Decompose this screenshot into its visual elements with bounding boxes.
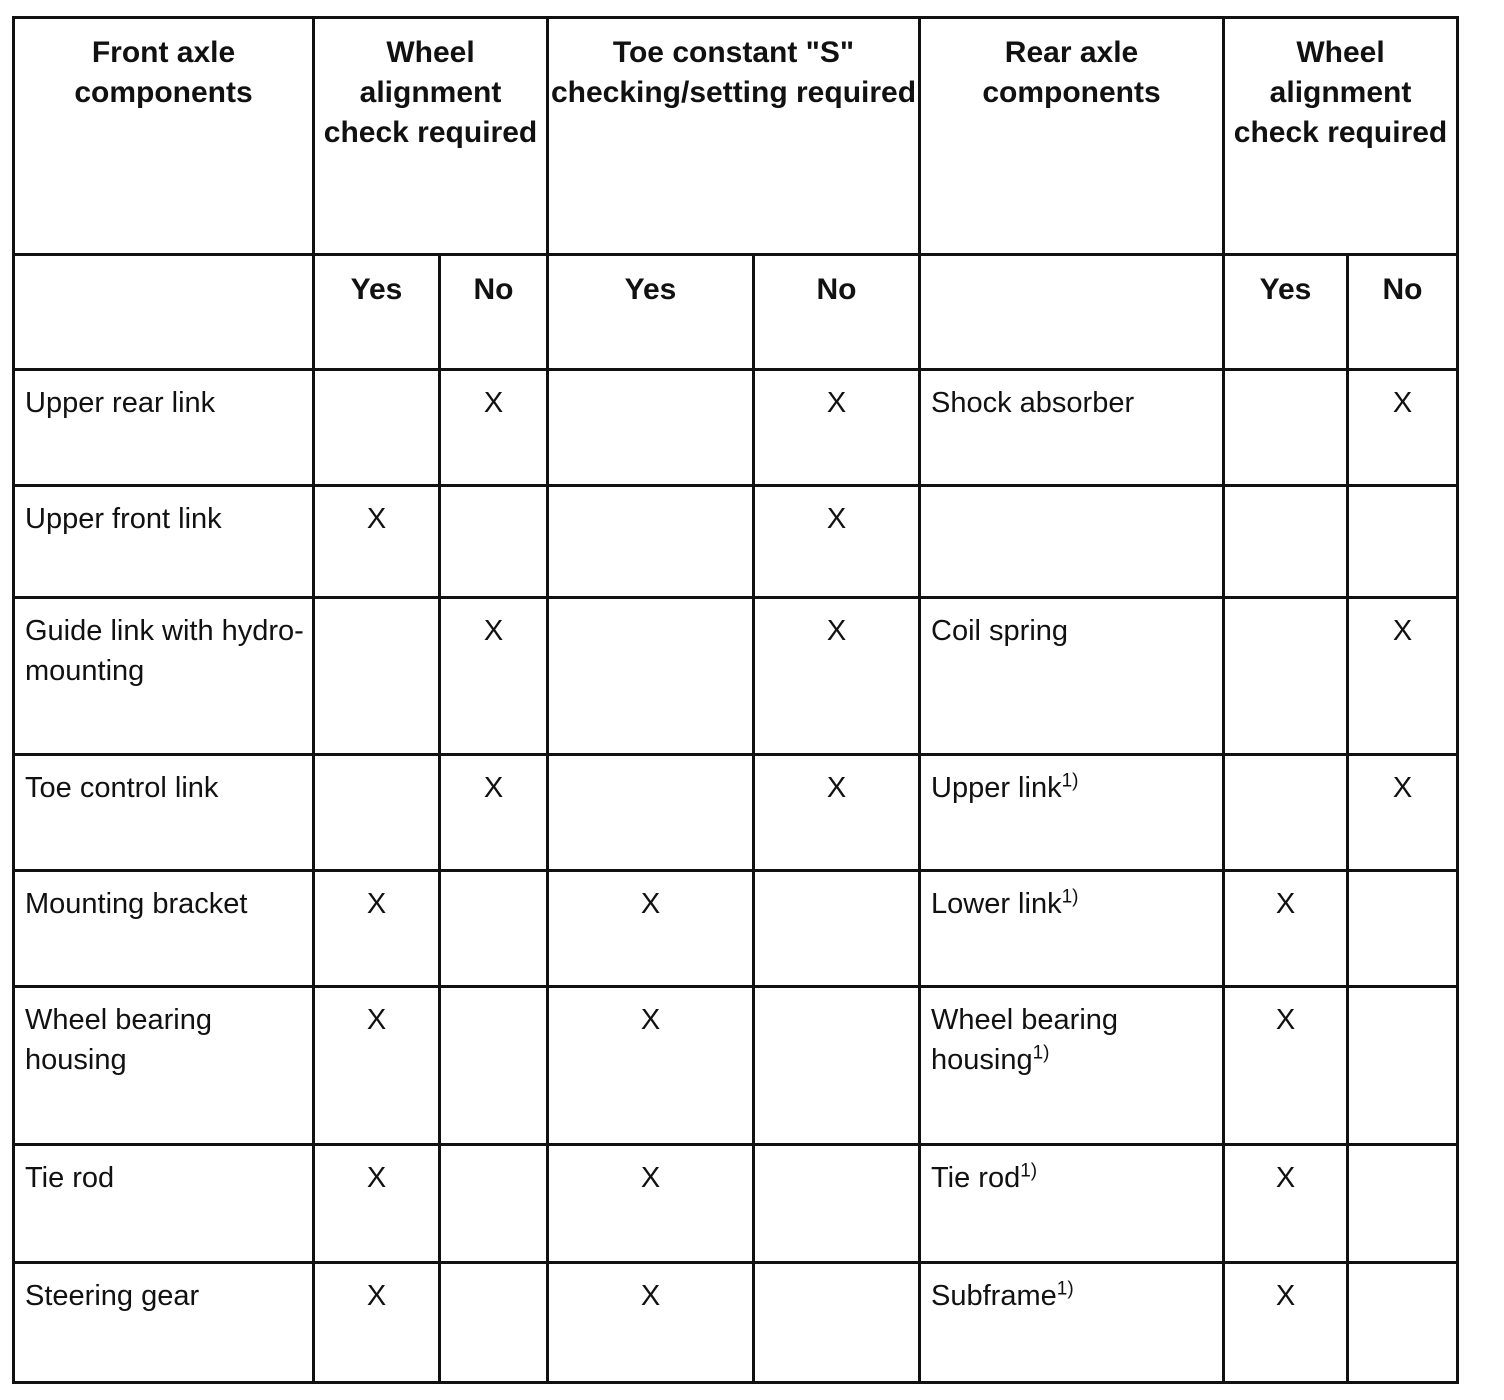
component-name: Mounting bracket xyxy=(25,888,248,920)
wa-yes-cell xyxy=(314,1263,440,1383)
toe-no-cell xyxy=(754,598,920,755)
rwa-no-cell xyxy=(1348,486,1458,598)
table-row xyxy=(14,598,1458,755)
toe-yes-cell xyxy=(548,598,754,755)
subheader-toe-yes: Yes xyxy=(548,255,754,370)
rear-component-cell xyxy=(920,1263,1224,1383)
component-name: Tie rod xyxy=(931,1162,1021,1194)
rwa-no-cell xyxy=(1348,987,1458,1145)
wa-no-cell xyxy=(440,755,548,871)
wa-no-cell xyxy=(440,1263,548,1383)
rear-component-cell xyxy=(920,871,1224,987)
footnote-marker: 1) xyxy=(1061,886,1079,908)
check-mark: X xyxy=(1275,1004,1296,1036)
front-component-cell xyxy=(14,1145,314,1263)
rwa-yes-cell xyxy=(1224,486,1348,598)
check-mark: X xyxy=(366,1162,387,1194)
check-mark: X xyxy=(1392,615,1413,647)
alignment-requirements-table xyxy=(12,16,1459,1384)
footnote-marker: 1) xyxy=(1056,1278,1074,1300)
toe-no-cell xyxy=(754,755,920,871)
check-mark: X xyxy=(640,1162,661,1194)
rwa-yes-cell xyxy=(1224,755,1348,871)
check-mark: X xyxy=(640,1280,661,1312)
table-row xyxy=(14,755,1458,871)
rwa-no-cell xyxy=(1348,871,1458,987)
subheader-wa-no: No xyxy=(440,255,548,370)
toe-no-cell xyxy=(754,370,920,486)
check-mark: X xyxy=(826,387,847,419)
toe-yes-cell xyxy=(548,1145,754,1263)
toe-yes-cell xyxy=(548,1263,754,1383)
rwa-yes-cell xyxy=(1224,1145,1348,1263)
table-row xyxy=(14,987,1458,1145)
check-mark: X xyxy=(640,1004,661,1036)
wa-yes-cell xyxy=(314,1145,440,1263)
rwa-yes-cell xyxy=(1224,871,1348,987)
wa-yes-cell xyxy=(314,598,440,755)
front-component-cell xyxy=(14,598,314,755)
subheader-wa-yes: Yes xyxy=(314,255,440,370)
toe-no-cell xyxy=(754,1263,920,1383)
header-toe-constant: Toe constant "S" checking/setting required xyxy=(548,18,920,255)
front-component-cell xyxy=(14,370,314,486)
subheader-rwa-no: No xyxy=(1348,255,1458,370)
rear-component-cell xyxy=(920,987,1224,1145)
component-name: Steering gear xyxy=(25,1280,200,1312)
footnote-marker: 1) xyxy=(1061,770,1079,792)
rwa-no-cell xyxy=(1348,1263,1458,1383)
check-mark: X xyxy=(366,888,387,920)
check-mark: X xyxy=(483,772,504,804)
rwa-yes-cell xyxy=(1224,987,1348,1145)
check-mark: X xyxy=(1392,387,1413,419)
rwa-yes-cell xyxy=(1224,370,1348,486)
table-row xyxy=(14,370,1458,486)
header-front-axle-components: Front axle components xyxy=(14,18,314,255)
rear-component-cell xyxy=(920,598,1224,755)
check-mark: X xyxy=(1275,1280,1296,1312)
check-mark: X xyxy=(483,615,504,647)
component-name: Lower link xyxy=(931,888,1062,920)
toe-no-cell xyxy=(754,987,920,1145)
footnote-marker: 1) xyxy=(1020,1160,1038,1182)
subheader-rwa-yes: Yes xyxy=(1224,255,1348,370)
wa-yes-cell xyxy=(314,987,440,1145)
component-name: Wheel bearing housing xyxy=(25,1004,212,1076)
toe-yes-cell xyxy=(548,486,754,598)
toe-yes-cell xyxy=(548,871,754,987)
check-mark: X xyxy=(826,615,847,647)
header-wheel-alignment-front: Wheel alignment check required xyxy=(314,18,548,255)
rwa-yes-cell xyxy=(1224,598,1348,755)
wa-no-cell xyxy=(440,598,548,755)
wa-yes-cell xyxy=(314,871,440,987)
front-component-cell xyxy=(14,1263,314,1383)
component-name: Guide link with hydro-mounting xyxy=(25,615,304,687)
table-body xyxy=(14,370,1458,1383)
rear-component-cell xyxy=(920,486,1224,598)
component-name: Wheel bearing housing xyxy=(931,1004,1119,1076)
component-name: Upper front link xyxy=(25,503,222,535)
toe-no-cell xyxy=(754,1145,920,1263)
footnote-marker: 1) xyxy=(1032,1042,1050,1064)
table-row xyxy=(14,1145,1458,1263)
toe-yes-cell xyxy=(548,987,754,1145)
toe-no-cell xyxy=(754,871,920,987)
alignment-table-container xyxy=(12,16,1456,1382)
wa-yes-cell xyxy=(314,755,440,871)
subheader-empty-rear xyxy=(920,255,1224,370)
rwa-no-cell xyxy=(1348,1145,1458,1263)
front-component-cell xyxy=(14,486,314,598)
check-mark: X xyxy=(483,387,504,419)
check-mark: X xyxy=(1392,772,1413,804)
header-wheel-alignment-rear: Wheel alignment check required xyxy=(1224,18,1458,255)
subheader-empty-front xyxy=(14,255,314,370)
component-name: Upper rear link xyxy=(25,387,216,419)
front-component-cell xyxy=(14,755,314,871)
toe-yes-cell xyxy=(548,370,754,486)
rwa-no-cell xyxy=(1348,598,1458,755)
table-row xyxy=(14,486,1458,598)
table-row xyxy=(14,871,1458,987)
check-mark: X xyxy=(366,503,387,535)
wa-no-cell xyxy=(440,370,548,486)
wa-no-cell xyxy=(440,987,548,1145)
component-name: Toe control link xyxy=(25,772,219,804)
wa-no-cell xyxy=(440,871,548,987)
component-name: Coil spring xyxy=(931,615,1069,647)
toe-no-cell xyxy=(754,486,920,598)
check-mark: X xyxy=(366,1280,387,1312)
rear-component-cell xyxy=(920,370,1224,486)
check-mark: X xyxy=(1275,1162,1296,1194)
check-mark: X xyxy=(826,772,847,804)
header-rear-axle-components: Rear axle components xyxy=(920,18,1224,255)
rwa-no-cell xyxy=(1348,755,1458,871)
toe-yes-cell xyxy=(548,755,754,871)
rwa-no-cell xyxy=(1348,370,1458,486)
check-mark: X xyxy=(826,503,847,535)
wa-yes-cell xyxy=(314,486,440,598)
wa-no-cell xyxy=(440,1145,548,1263)
front-component-cell xyxy=(14,987,314,1145)
component-name: Tie rod xyxy=(25,1162,115,1194)
rwa-yes-cell xyxy=(1224,1263,1348,1383)
check-mark: X xyxy=(640,888,661,920)
table-row xyxy=(14,1263,1458,1383)
component-name: Upper link xyxy=(931,772,1062,804)
front-component-cell xyxy=(14,871,314,987)
wa-no-cell xyxy=(440,486,548,598)
component-name: Shock absorber xyxy=(931,387,1135,419)
check-mark: X xyxy=(366,1004,387,1036)
rear-component-cell xyxy=(920,755,1224,871)
component-name: Subframe xyxy=(931,1280,1057,1312)
wa-yes-cell xyxy=(314,370,440,486)
rear-component-cell xyxy=(920,1145,1224,1263)
subheader-toe-no: No xyxy=(754,255,920,370)
check-mark: X xyxy=(1275,888,1296,920)
